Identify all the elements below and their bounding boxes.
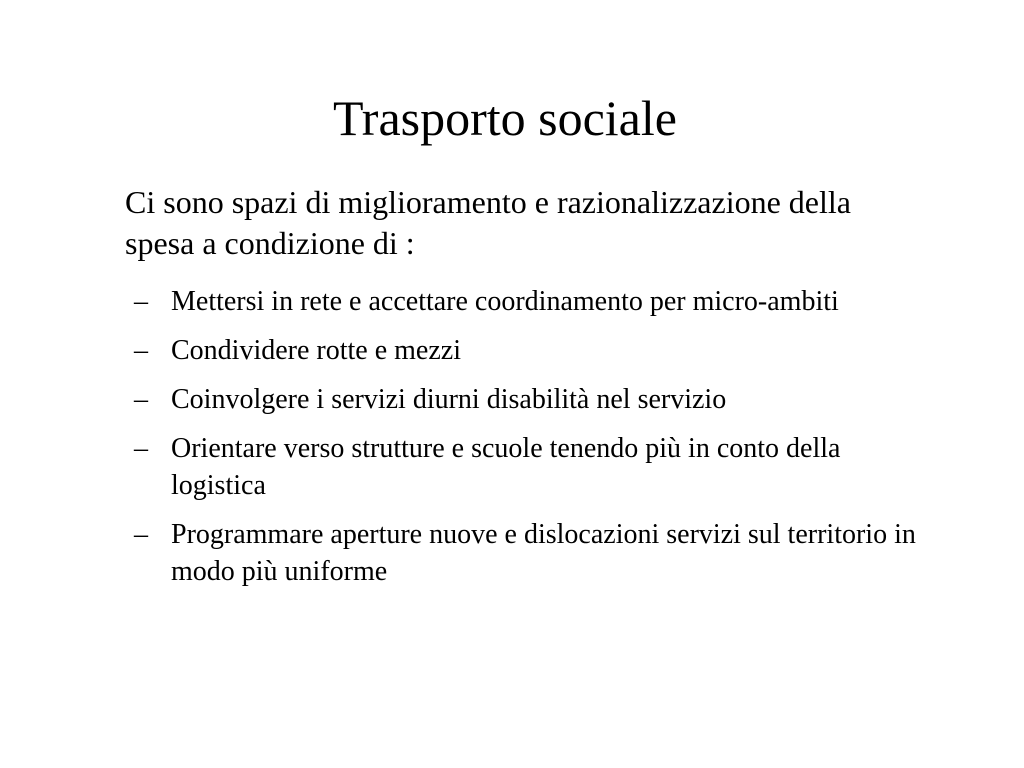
bullet-text: Condividere rotte e mezzi (171, 335, 461, 366)
bullet-text: Orientare verso strutture e scuole tenendo più in conto della logistica (171, 433, 841, 501)
bullet-text: Mettersi in rete e accettare coordinamento per micro-ambiti (171, 286, 839, 317)
bullet-item (134, 332, 924, 369)
bullet-item (134, 516, 924, 590)
bullet-dash: – (134, 519, 148, 550)
bullet-text: Programmare aperture nuove e dislocazioni servizi sul territorio in modo più uniforme (171, 519, 916, 587)
bullet-text: Coinvolgere i servizi diurni disabilità nel servizio (171, 384, 727, 415)
bullet-item (134, 283, 924, 320)
bullet-item (134, 430, 924, 504)
intro-text: Ci sono spazi di miglioramento e razionalizzazione della spesa a condizione di : (125, 184, 851, 261)
bullet-dash: – (134, 335, 148, 366)
bullet-dash: – (134, 433, 148, 464)
bullet-list (134, 283, 924, 602)
slide-title: Trasporto sociale (333, 90, 677, 146)
bullet-dash: – (134, 384, 148, 415)
bullet-dash: – (134, 286, 148, 317)
bullet-item (134, 381, 924, 418)
